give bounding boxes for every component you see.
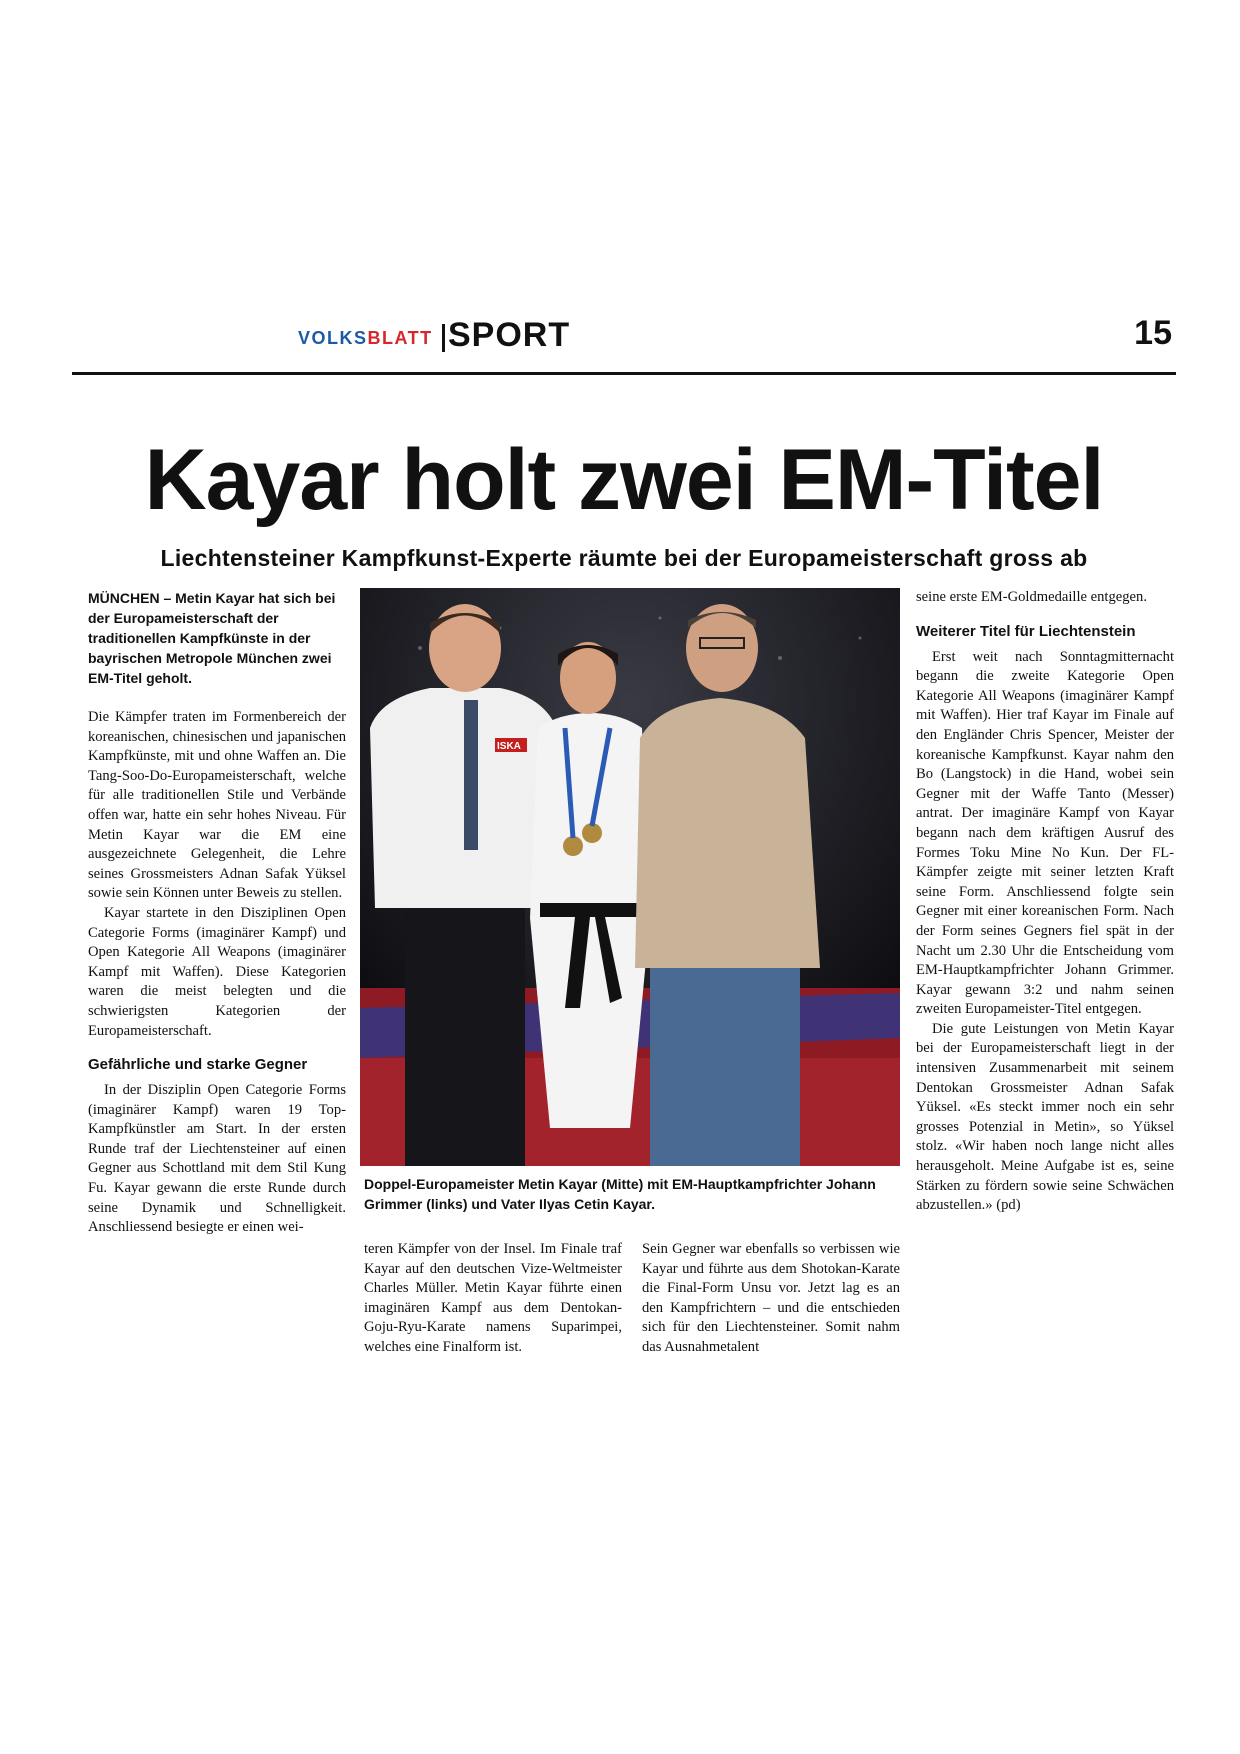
photo-illustration: [360, 588, 900, 1166]
brand-part-volks: VOLKS: [298, 328, 368, 348]
headline: Kayar holt zwei EM-Titel: [144, 432, 1104, 528]
section-title: SPORT: [448, 316, 571, 354]
paragraph: Die Kämpfer traten im Formenbereich der koreanischen, chinesischen und japanischen Kampfkünste, mit und ohne Waffen an. Die Tang-Soo-Do-Europameisterschaft, welche für alle traditionellen Stile und Verbände offen war, hatte ein sehr hohes Niveau. Für Metin Kayar war die EM eine ausgezeichnete Gelegenheit, die Lehre seines Grossmeisters Adnan Safak Yüksel sowie sein Können unter Beweis zu stellen.: [88, 709, 346, 902]
section-subtitle: Gefährliche und starke Gegner: [88, 1056, 308, 1074]
photo-caption: Doppel-Europameister Metin Kayar (Mitte) mit EM-Hauptkampfrichter Johann Grimmer (links) und Vater Ilyas Cetin Kayar.: [364, 1176, 876, 1212]
paragraph: Die gute Leistungen von Metin Kayar bei der Europameisterschaft liegt in der intensiven Zusammenarbeit mit seinem Dentokan Grossmeister Adnan Safak Yüksel. «Es steckt immer noch ein sehr grosses Potenzial in Metin», so Yüksel stolz. «Wir haben noch lange nicht alles herausgeholt. Meine Aufgabe ist es, seine Stärken zu fördern sowie seine Schwächen abzustellen.» (pd): [916, 1020, 1174, 1214]
paragraph: Kayar startete in den Disziplinen Open Categorie Forms (imaginärer Kampf) und Open Kategorie All Weapons (imaginärer Kampf mit Waffen). Diese Kategorien waren die meist belegten und die schwierigsten Kategorien der Europameisterschaft.: [88, 904, 346, 1039]
article-photo: [360, 588, 900, 1166]
page-number: 15: [1134, 314, 1172, 352]
article-column-2: [364, 1240, 622, 1358]
paragraph: Sein Gegner war ebenfalls so verbissen wie Kayar und führte aus dem Shotokan-Karate die Final-Form Unsu vor. Jetzt lag es an den Kampfrichtern – und die entschieden sich für den Liechtensteiner. Somit nahm das Ausnahmetalent: [642, 1241, 900, 1355]
section-subtitle: Weiterer Titel für Liechtenstein: [916, 622, 1136, 640]
header-rule: [72, 372, 1176, 375]
brand-logo: [298, 328, 433, 349]
paragraph: In der Disziplin Open Categorie Forms (imaginärer Kampf) waren 19 Top-Kampfkünstler am Start. In der ersten Runde traf der Liechtensteiner auf einen Gegner aus Schottland mit dem Stil Kung Fu. Kayar gewann die erste Runde durch seine Dynamik und Schnelligkeit. Anschliessend besiegte er einen wei-: [88, 1082, 346, 1236]
masthead: [72, 312, 1172, 376]
shirt-badge: ISKA: [497, 741, 521, 752]
article-lead: MÜNCHEN – Metin Kayar hat sich bei der Europameisterschaft der traditionellen Kampfkünste in der bayrischen Metropole München zwei EM-Titel geholt.: [88, 590, 336, 686]
paragraph: teren Kämpfer von der Insel. Im Finale traf Kayar auf den deutschen Vize-Weltmeister Charles Müller. Metin Kayar führte einen imaginären Kampf aus dem Dentokan-Goju-Ryu-Karate namens Suparimpei, welches eine Finalform ist.: [364, 1241, 622, 1355]
brand-part-blatt: BLATT: [367, 328, 433, 348]
article-column-3: [642, 1240, 900, 1358]
subheadline: Liechtensteiner Kampfkunst-Experte räumte bei der Europameisterschaft gross ab: [160, 545, 1088, 571]
article-column-4: [916, 588, 1174, 1216]
article-column-1: [88, 588, 346, 1238]
section-divider: [442, 324, 445, 352]
paragraph: seine erste EM-Goldmedaille entgegen.: [916, 589, 1147, 605]
paragraph: Erst weit nach Sonntagmitternacht begann die zweite Kategorie Open Kategorie All Weapons (imaginärer Kampf mit Waffen). Hier traf Kayar im Finale auf den Engländer Chris Spencer, Meister der koreanische Kampfkunst. Kayar nahm den Bo (Langstock) in die Hand, wobei sein Gegner mit der Waffe Tanto (Messer) antrat. Der imaginäre Kampf von Kayar begann nach dem kräftigen Ausruf des Formes Toku Mine No Kun. Der FL-Kämpfer zeigte mit seiner letzten Kraft seine Form. Anschliessend folgte sein Gegner mit einer koreanischen Form. Nach der Form seines Gegners fiel spät in der Nacht um 2.30 Uhr die Entscheidung vom EM-Hauptkampfrichter Johann Grimmer. Kayar gewann 3:2 und nahm seinen zweiten Europameister-Titel entgegen.: [916, 648, 1174, 1018]
